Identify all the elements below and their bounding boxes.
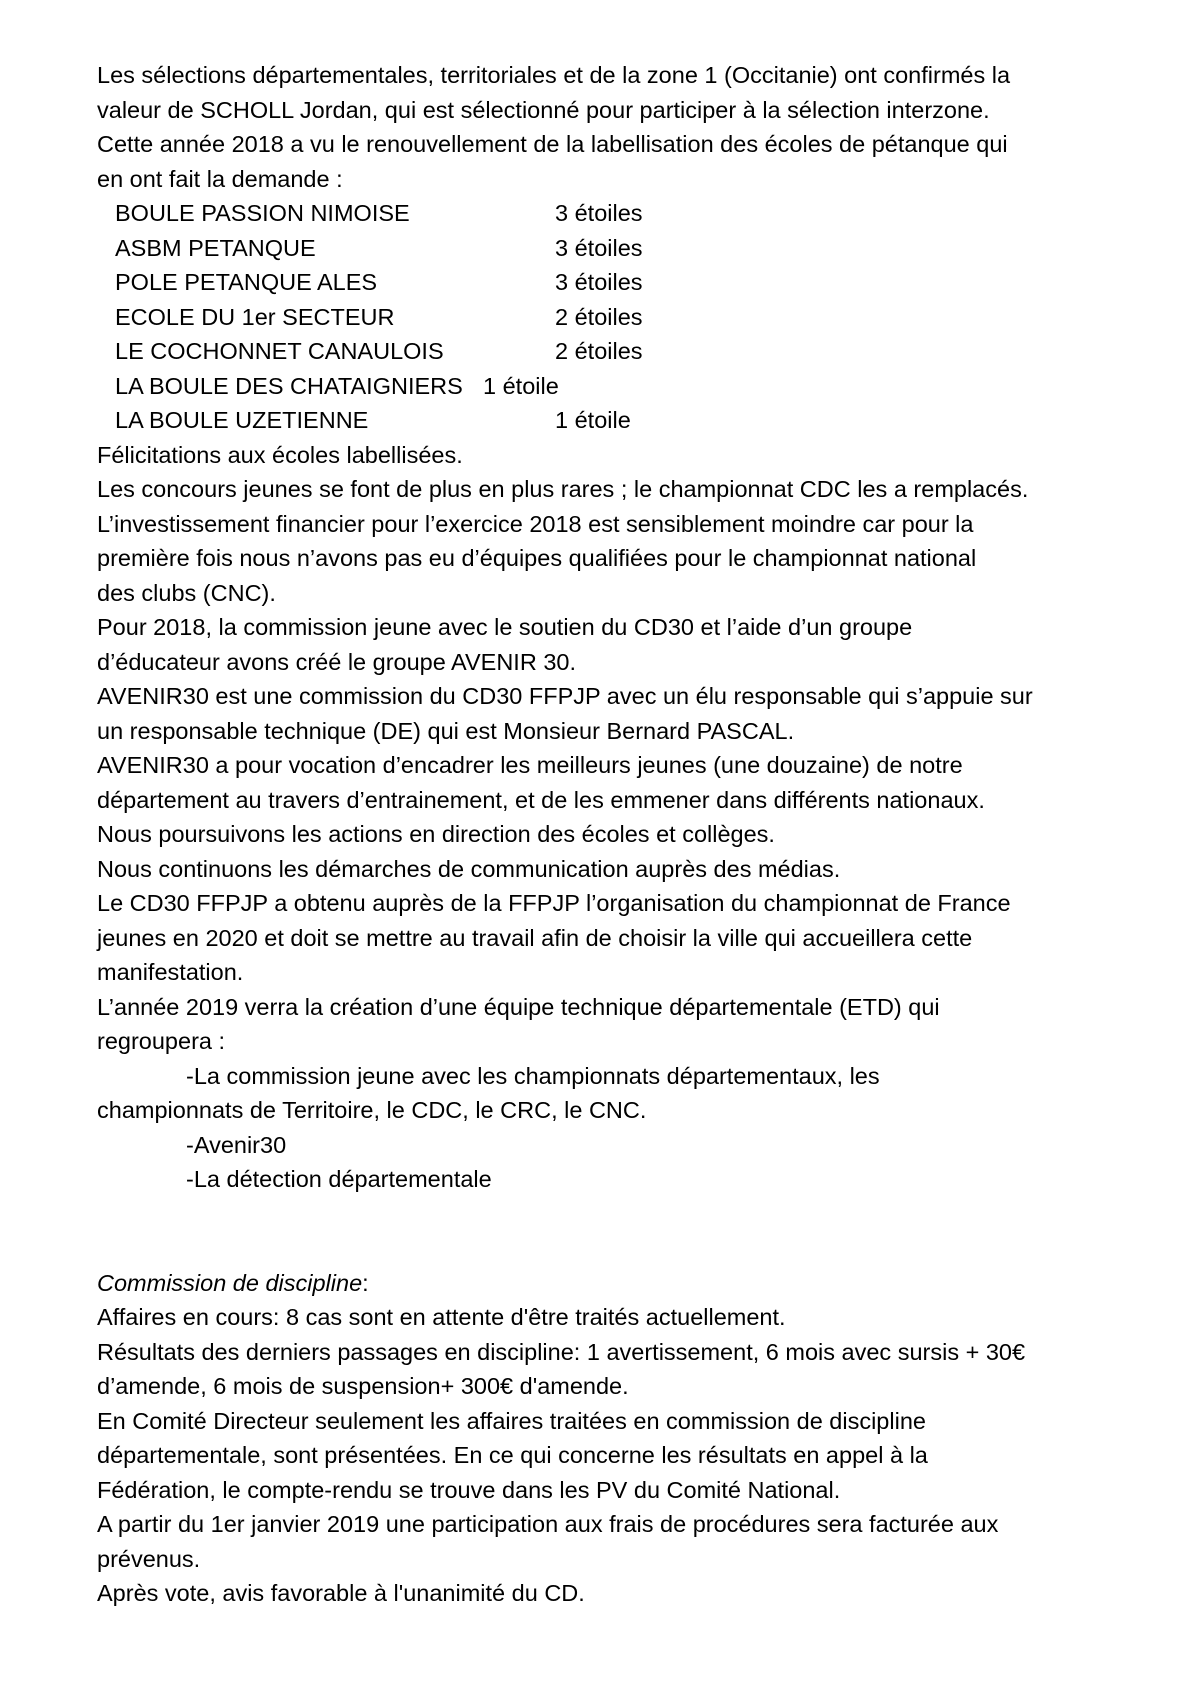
discipline-line: d’amende, 6 mois de suspension+ 300€ d'amende. [97,1373,629,1399]
discipline-line: Fédération, le compte-rendu se trouve dans les PV du Comité National. [97,1476,841,1503]
body-line: L’année 2019 verra la création d’une équipe technique départementale (ETD) qui [97,993,940,1020]
star-rating: 2 étoiles [555,338,643,364]
body-line: AVENIR30 est une commission du CD30 FFPJP avec un élu responsable qui s’appuie sur [97,683,1033,709]
star-rating: 1 étoile [555,407,631,433]
star-rating: 2 étoiles [555,303,643,330]
body-line: L’investissement financier pour l’exercice 2018 est sensiblement moindre car pour la [97,510,974,537]
school-name: BOULE PASSION NIMOISE [115,200,410,226]
etd-item: -Avenir30 [186,1131,287,1158]
body-line: Le CD30 FFPJP a obtenu auprès de la FFPJP l’organisation du championnat de France [97,890,1011,916]
intro-line: Les sélections départementales, territoriales et de la zone 1 (Occitanie) ont confirmés la [97,62,1011,88]
body-line: Nous poursuivons les actions en direction des écoles et collèges. [97,821,775,847]
discipline-line: prévenus. [97,1545,201,1572]
intro-line: Cette année 2018 a vu le renouvellement de la labellisation des écoles de pétanque qui [97,131,1008,157]
body-line: département au travers d’entrainement, et de les emmener dans différents nationaux. [97,786,985,813]
star-rating: 3 étoiles [555,269,643,295]
body-line: Les concours jeunes se font de plus en plus rares ; le championnat CDC les a remplacés. [97,476,1029,502]
school-name: ECOLE DU 1er SECTEUR [115,303,395,330]
body-line: un responsable technique (DE) qui est Monsieur Bernard PASCAL. [97,717,795,744]
body-line: manifestation. [97,959,244,985]
star-rating: 1 étoile [483,372,559,399]
school-name: LA BOULE DES CHATAIGNIERS [115,372,463,399]
body-line: Félicitations aux écoles labellisées. [97,441,463,468]
etd-item: -La détection départementale [186,1166,492,1192]
label-row [97,300,1137,335]
body-line: Pour 2018, la commission jeune avec le soutien du CD30 et l’aide d’un groupe [97,614,913,640]
document-page [97,58,1137,1611]
etd-item: -La commission jeune avec les championnats départementaux, les [186,1062,880,1089]
label-row [97,403,1137,438]
discipline-heading-colon: : [362,1269,369,1296]
discipline-line: départementale, sont présentées. En ce qui concerne les résultats en appel à la [97,1442,928,1468]
label-row [97,369,1137,404]
section-spacer [97,1197,1137,1266]
label-row [97,231,1137,266]
body-line: jeunes en 2020 et doit se mettre au travail afin de choisir la ville qui accueillera cette [97,924,973,951]
label-row [97,334,1137,369]
discipline-line: Résultats des derniers passages en discipline: 1 avertissement, 6 mois avec sursis + 30€ [97,1338,1026,1365]
discipline-heading-text: Commission de discipline [97,1269,363,1296]
body-line: des clubs (CNC). [97,579,276,606]
label-row [97,265,1137,300]
star-rating: 3 étoiles [555,200,643,226]
discipline-line: En Comité Directeur seulement les affaires traitées en commission de discipline [97,1407,926,1434]
body-line: Nous continuons les démarches de communication auprès des médias. [97,855,841,882]
body-line: d’éducateur avons créé le groupe AVENIR 30. [97,648,576,675]
intro-line: valeur de SCHOLL Jordan, qui est sélectionné pour participer à la sélection interzone. [97,96,990,123]
body-line: AVENIR30 a pour vocation d’encadrer les meilleurs jeunes (une douzaine) de notre [97,752,963,778]
school-name: POLE PETANQUE ALES [115,269,378,295]
intro-line: en ont fait la demande : [97,165,343,192]
body-line: première fois nous n’avons pas eu d’équipes qualifiées pour le championnat national [97,545,977,571]
star-rating: 3 étoiles [555,234,643,261]
label-list [97,196,1137,438]
school-name: LE COCHONNET CANAULOIS [115,338,444,364]
school-name: LA BOULE UZETIENNE [115,407,369,433]
label-row [97,196,1137,231]
discipline-line: A partir du 1er janvier 2019 une participation aux frais de procédures sera facturée aux [97,1511,999,1537]
etd-item-continued: championnats de Territoire, le CDC, le CRC, le CNC. [97,1097,647,1123]
discipline-heading [97,1266,1137,1301]
discipline-line: Affaires en cours: 8 cas sont en attente d'être traités actuellement. [97,1304,786,1330]
school-name: ASBM PETANQUE [115,234,316,261]
discipline-line: Après vote, avis favorable à l'unanimité du CD. [97,1580,585,1606]
body-line: regroupera : [97,1028,226,1054]
